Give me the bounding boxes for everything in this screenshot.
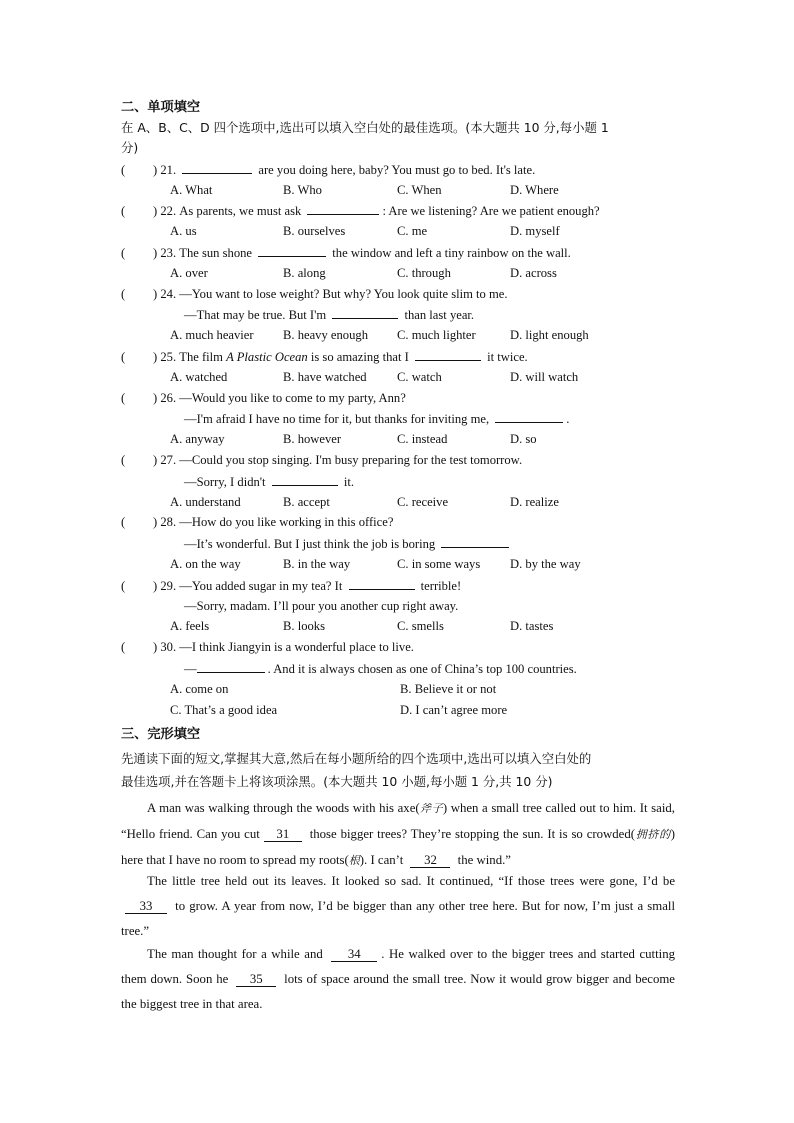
option-b: B. Who bbox=[283, 183, 322, 197]
option-c: C. receive bbox=[397, 495, 449, 509]
answer-blank bbox=[495, 410, 563, 423]
option-d: D. so bbox=[510, 432, 537, 446]
option-b: B. looks bbox=[283, 619, 325, 633]
option-a: A. on the way bbox=[170, 557, 241, 571]
question-26: ( ) 26. —Would you like to come to my party, Ann? bbox=[121, 391, 406, 405]
question-28-reply: —It’s wonderful. But I just think the job is boring bbox=[184, 535, 512, 552]
passage-paragraph-3: The man thought for a while and 34 . He walked over to the bigger trees and started cutting them down. Soon he 35 lots of space around the small tree. Now it would grow bigger and become the biggest tree in that area. bbox=[121, 947, 675, 1011]
question-23: ( ) 23. The sun shone the window and left a tiny rainbow on the wall. bbox=[121, 246, 571, 260]
option-c: C. instead bbox=[397, 432, 448, 446]
option-a: A. us bbox=[170, 224, 197, 238]
section-3-title: 三、完形填空 bbox=[121, 727, 201, 742]
question-24: ( ) 24. —You want to lose weight? But why? You look quite slim to me. bbox=[121, 287, 508, 301]
section-2-instruction: 在 A、B、C、D 四个选项中,选出可以填入空白处的最佳选项。(本大题共 10 分,每小题 1 bbox=[121, 120, 609, 135]
question-30-reply: — . And it is always chosen as one of China’s top 100 countries. bbox=[184, 662, 577, 676]
option-a: A. What bbox=[170, 183, 213, 197]
option-b: B. have watched bbox=[283, 370, 367, 384]
cloze-blank-34: 34 bbox=[331, 947, 377, 962]
option-c: C. in some ways bbox=[397, 557, 481, 571]
question-number: 21. bbox=[160, 163, 177, 177]
option-c: C. smells bbox=[397, 619, 444, 633]
question-25: ( ) 25. The film A Plastic Ocean is so amazing that I it twice. bbox=[121, 350, 528, 364]
passage-paragraph-1: A man was walking through the woods with his axe(斧子) when a small tree called out to him. It said, “Hello friend. Can you cut 31 those bigger trees? They’re stopping the sun. It is so crowded(拥挤的) here that I have no room to spread my roots(根). I can’t 32 the wind.” bbox=[121, 801, 676, 867]
option-c: C. watch bbox=[397, 370, 442, 384]
option-c: C. much lighter bbox=[397, 328, 476, 342]
answer-blank bbox=[307, 202, 379, 215]
question-24-reply: —That may be true. But I'm than last year. bbox=[184, 308, 475, 322]
question-28: ( ) 28. —How do you like working in this office? bbox=[121, 515, 394, 529]
option-a: A. come on bbox=[170, 682, 229, 696]
answer-blank bbox=[349, 577, 415, 590]
option-b: B. ourselves bbox=[283, 224, 346, 238]
option-b: B. heavy enough bbox=[283, 328, 368, 342]
option-a: A. over bbox=[170, 266, 208, 280]
answer-blank bbox=[272, 473, 338, 486]
option-d: D. light enough bbox=[510, 328, 589, 342]
answer-blank bbox=[441, 535, 509, 548]
answer-blank bbox=[182, 161, 252, 174]
option-d: D. will watch bbox=[510, 370, 579, 384]
option-d: D. myself bbox=[510, 224, 560, 238]
option-a: A. anyway bbox=[170, 432, 225, 446]
section-2-title: 二、单项填空 bbox=[121, 100, 201, 115]
option-d: D. by the way bbox=[510, 557, 581, 571]
answer-blank bbox=[258, 244, 326, 257]
question-29-reply: —Sorry, madam. I’ll pour you another cup right away. bbox=[184, 599, 459, 613]
option-d: D. Where bbox=[510, 183, 559, 197]
option-b: B. along bbox=[283, 266, 326, 280]
option-a: A. watched bbox=[170, 370, 228, 384]
option-a: A. much heavier bbox=[170, 328, 254, 342]
question-29: ( ) 29. —You added sugar in my tea? It terrible! bbox=[121, 579, 462, 593]
section-3-instruction-cont: 最佳选项,并在答题卡上将该项涂黑。(本大题共 10 小题,每小题 1 分,共 10 分) bbox=[121, 774, 553, 789]
option-c: C. through bbox=[397, 266, 451, 280]
option-b: B. Believe it or not bbox=[400, 682, 497, 696]
cloze-blank-31: 31 bbox=[264, 827, 302, 842]
question-27-reply: —Sorry, I didn't it. bbox=[184, 475, 355, 489]
question-21: ( ) 21. are you doing here, baby? You must go to bed. It's late. bbox=[121, 163, 536, 177]
option-c: C. When bbox=[397, 183, 442, 197]
option-c: C. me bbox=[397, 224, 428, 238]
answer-blank bbox=[332, 306, 398, 319]
option-d: D. I can’t agree more bbox=[400, 703, 508, 717]
cloze-blank-35: 35 bbox=[236, 972, 276, 987]
option-b: B. accept bbox=[283, 495, 330, 509]
option-d: D. across bbox=[510, 266, 557, 280]
question-22: ( ) 22. As parents, we must ask : Are we listening? Are we patient enough? bbox=[121, 204, 600, 218]
option-a: A. understand bbox=[170, 495, 241, 509]
option-c: C. That’s a good idea bbox=[170, 703, 278, 717]
cloze-blank-33: 33 bbox=[125, 899, 167, 914]
answer-blank bbox=[197, 660, 265, 673]
option-b: B. in the way bbox=[283, 557, 351, 571]
question-27: ( ) 27. —Could you stop singing. I'm busy preparing for the test tomorrow. bbox=[121, 453, 523, 467]
answer-blank bbox=[415, 348, 481, 361]
option-a: A. feels bbox=[170, 619, 210, 633]
option-d: D. tastes bbox=[510, 619, 554, 633]
passage-paragraph-2: The little tree held out its leaves. It looked so sad. It continued, “If those trees were gone, I’d be 33 to grow. A year from now, I’d be bigger than any other tree here. But for now, I’m just a small tree.” bbox=[121, 874, 675, 938]
section-2-instruction-cont: 分) bbox=[121, 140, 139, 155]
section-3-instruction: 先通读下面的短文,掌握其大意,然后在每小题所给的四个选项中,选出可以填入空白处的 bbox=[121, 751, 592, 766]
cloze-blank-32: 32 bbox=[410, 853, 450, 868]
question-26-reply: —I'm afraid I have no time for it, but thanks for inviting me, . bbox=[184, 412, 570, 426]
option-d: D. realize bbox=[510, 495, 559, 509]
option-b: B. however bbox=[283, 432, 342, 446]
question-30: ( ) 30. —I think Jiangyin is a wonderful place to live. bbox=[121, 640, 414, 654]
